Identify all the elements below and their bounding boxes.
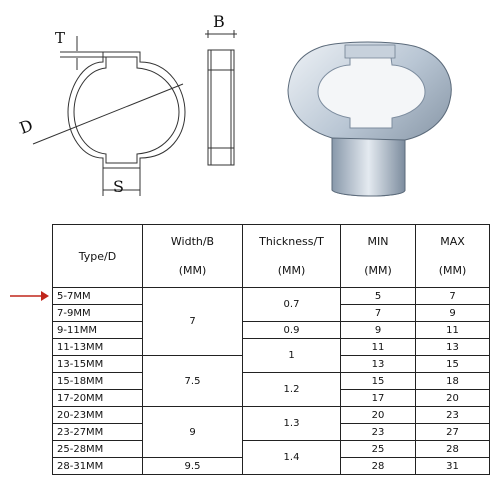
clamp-product-photo — [288, 42, 451, 196]
table-row — [53, 288, 490, 305]
header-thickness: Thickness/T (MM) — [243, 225, 341, 288]
thickness-cell: 1.4 — [243, 441, 341, 475]
table-row — [53, 373, 490, 390]
width-cell: 9.5 — [143, 458, 243, 475]
type-cell: 17-20MM — [53, 390, 143, 407]
thickness-cell: 1.3 — [243, 407, 341, 441]
max-cell: 18 — [416, 373, 490, 390]
min-cell: 23 — [341, 424, 416, 441]
label-b: B — [213, 12, 225, 31]
label-s: S — [113, 177, 124, 196]
min-cell: 5 — [341, 288, 416, 305]
clamp-outline-drawing — [33, 36, 185, 196]
max-cell: 15 — [416, 356, 490, 373]
header-min: MIN (MM) — [341, 225, 416, 288]
label-d: D — [16, 115, 36, 138]
header-type: Type/D — [53, 225, 143, 288]
type-cell: 5-7MM — [53, 288, 143, 305]
thickness-cell: 0.9 — [243, 322, 341, 339]
width-cell: 7 — [143, 288, 243, 356]
type-cell: 20-23MM — [53, 407, 143, 424]
table-header-row — [53, 225, 490, 288]
max-cell: 7 — [416, 288, 490, 305]
type-cell: 9-11MM — [53, 322, 143, 339]
max-cell: 11 — [416, 322, 490, 339]
min-cell: 9 — [341, 322, 416, 339]
type-cell: 25-28MM — [53, 441, 143, 458]
header-max: MAX (MM) — [416, 225, 490, 288]
max-cell: 28 — [416, 441, 490, 458]
min-cell: 7 — [341, 305, 416, 322]
min-cell: 15 — [341, 373, 416, 390]
thickness-cell: 0.7 — [243, 288, 341, 322]
row-pointer-arrow — [10, 290, 50, 302]
type-cell: 13-15MM — [53, 356, 143, 373]
min-cell: 17 — [341, 390, 416, 407]
type-cell: 15-18MM — [53, 373, 143, 390]
type-cell: 23-27MM — [53, 424, 143, 441]
thickness-cell: 1.2 — [243, 373, 341, 407]
table-row — [53, 322, 490, 339]
min-cell: 11 — [341, 339, 416, 356]
type-cell: 28-31MM — [53, 458, 143, 475]
label-t: T — [55, 29, 66, 47]
clamp-diagram — [0, 0, 500, 215]
max-cell: 9 — [416, 305, 490, 322]
max-cell: 27 — [416, 424, 490, 441]
max-cell: 31 — [416, 458, 490, 475]
clamp-side-view — [205, 30, 237, 165]
min-cell: 13 — [341, 356, 416, 373]
width-cell: 7.5 — [143, 356, 243, 407]
max-cell: 23 — [416, 407, 490, 424]
header-width: Width/B (MM) — [143, 225, 243, 288]
width-cell: 9 — [143, 407, 243, 458]
thickness-cell: 1 — [243, 339, 341, 373]
type-cell: 11-13MM — [53, 339, 143, 356]
max-cell: 20 — [416, 390, 490, 407]
type-cell: 7-9MM — [53, 305, 143, 322]
min-cell: 28 — [341, 458, 416, 475]
min-cell: 20 — [341, 407, 416, 424]
max-cell: 13 — [416, 339, 490, 356]
table-row — [53, 407, 490, 424]
table-row — [53, 441, 490, 458]
min-cell: 25 — [341, 441, 416, 458]
table-row — [53, 339, 490, 356]
clamp-size-table — [52, 224, 490, 475]
